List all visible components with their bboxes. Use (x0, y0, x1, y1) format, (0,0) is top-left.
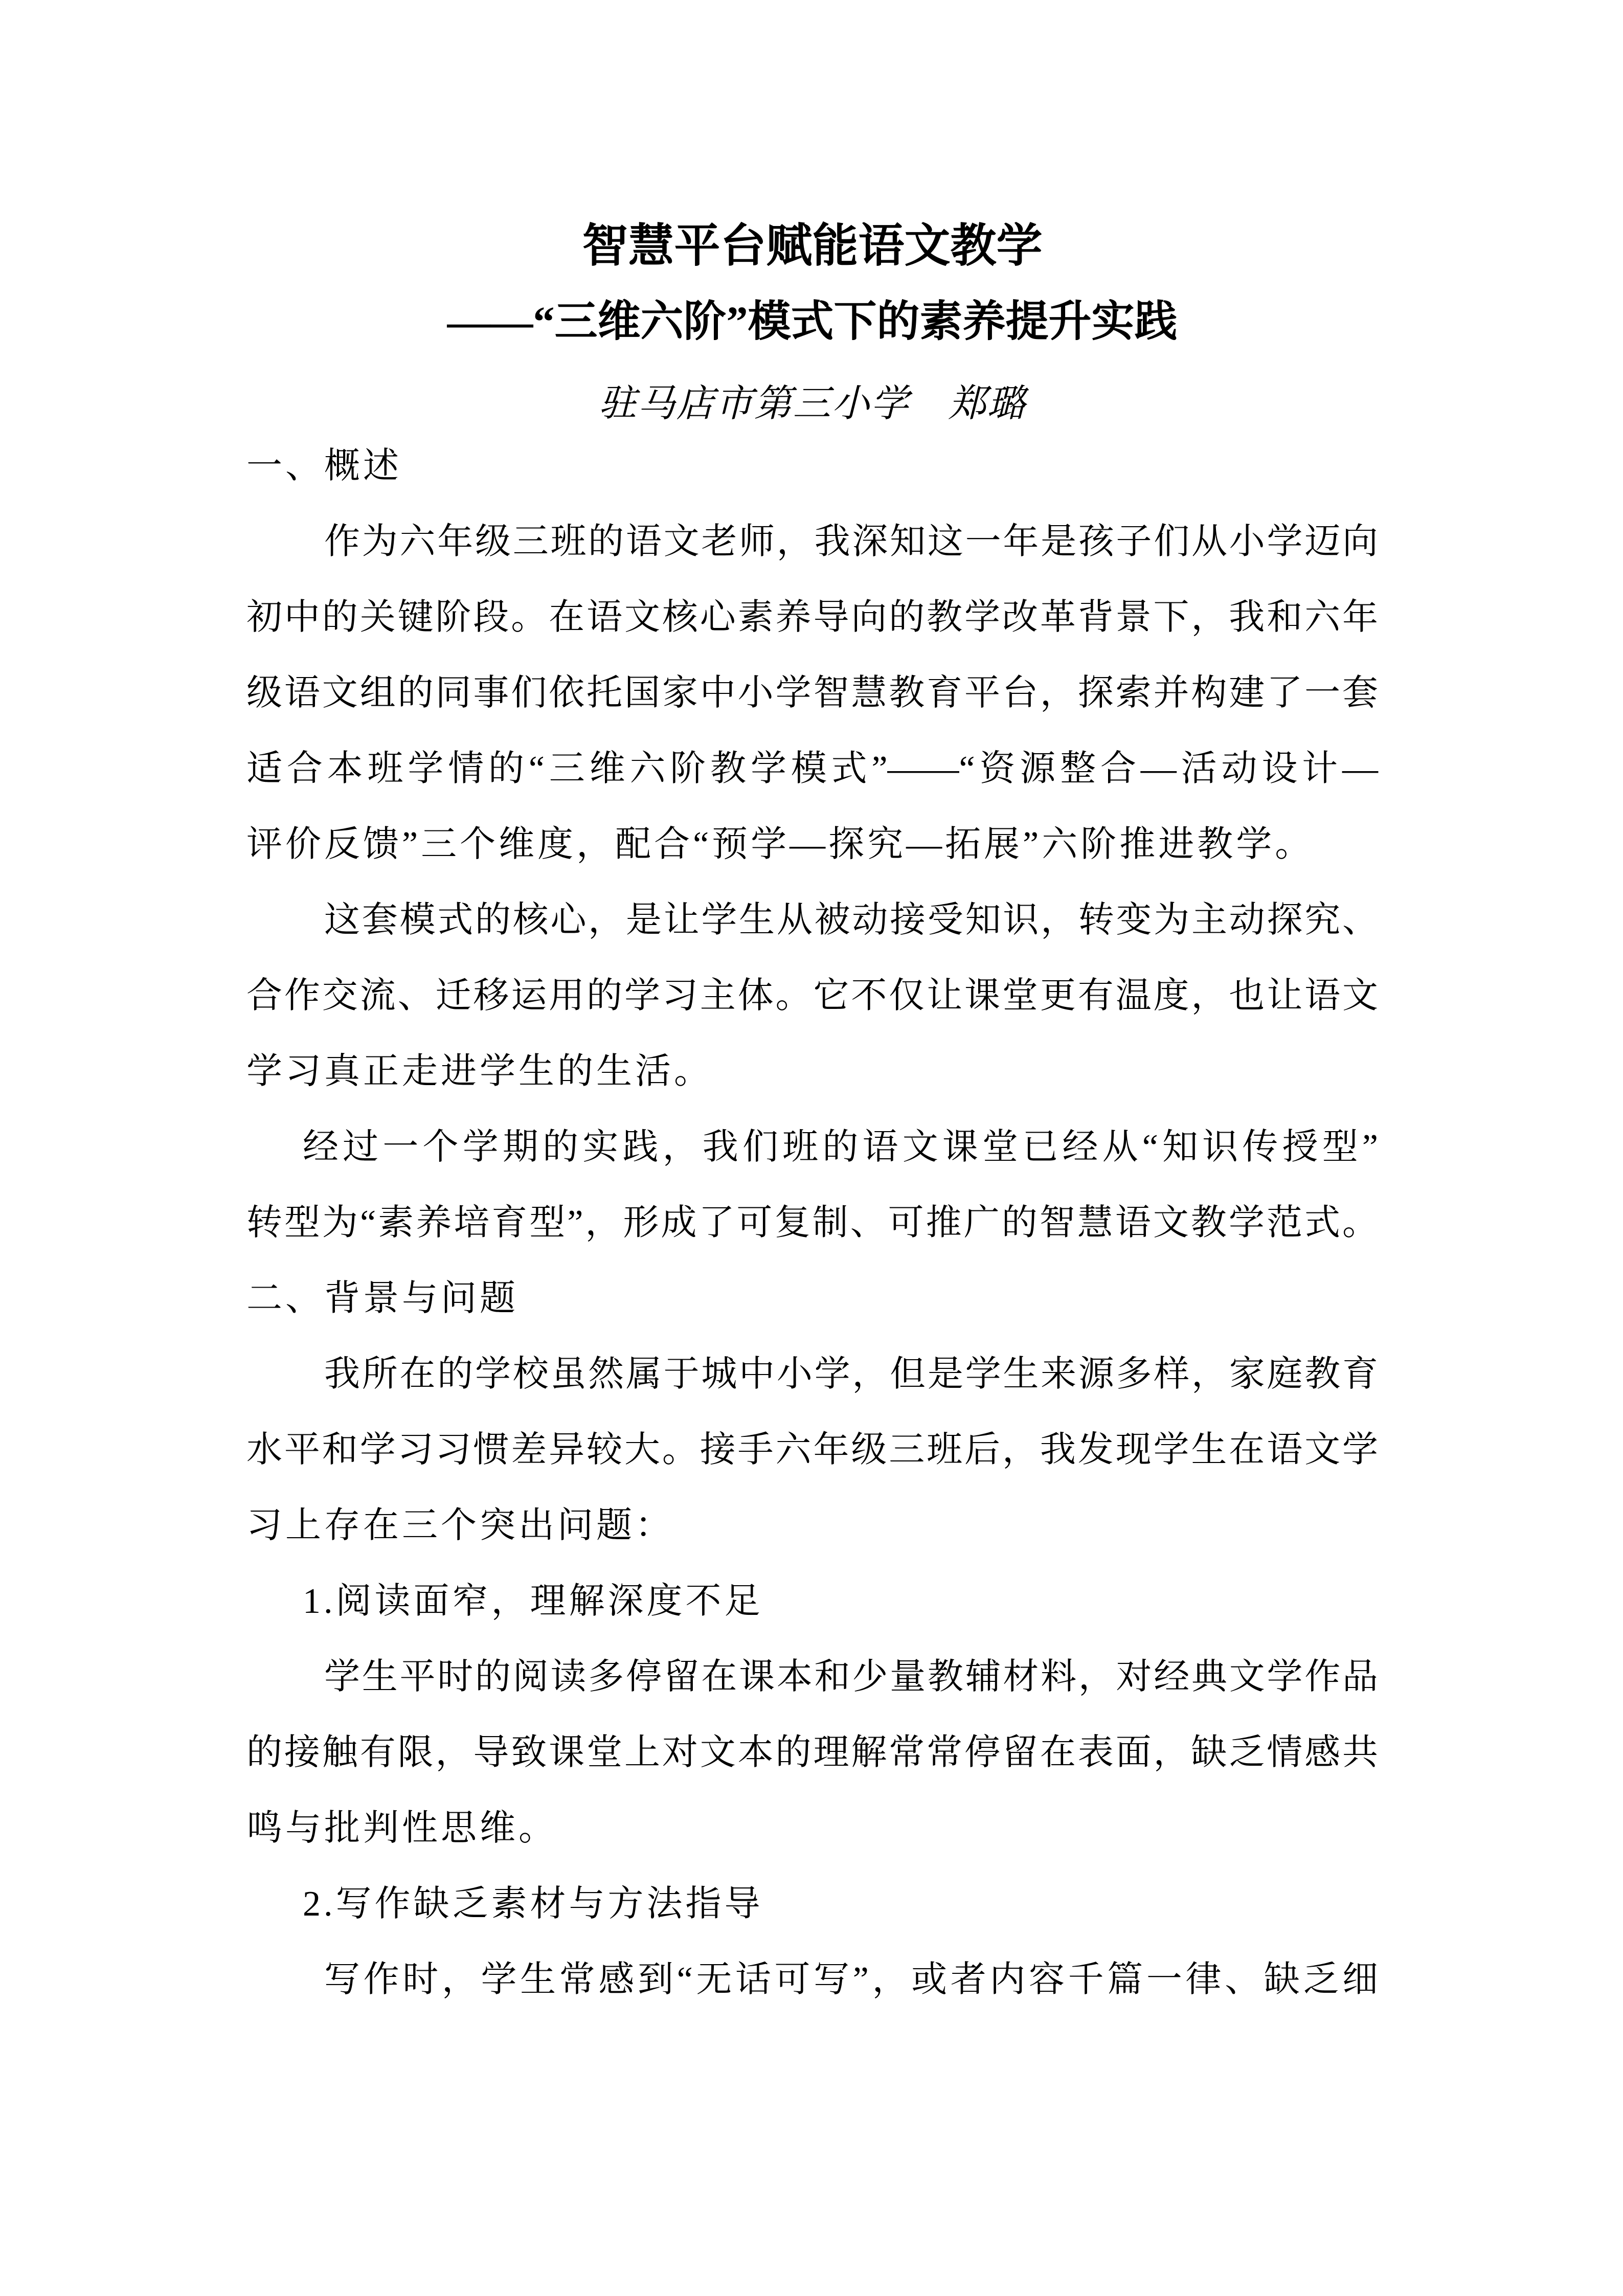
list-item-line: 1.阅读面窄，理解深度不足 (303, 1582, 763, 1621)
document-subtitle: ——“三维六阶”模式下的素养提升实践 (447, 298, 1178, 346)
section-heading: 二、背景与问题 (246, 1279, 519, 1318)
document-author: 驻马店市第三小学 郑璐 (598, 383, 1026, 425)
list-item-line: 2.写作缺乏素材与方法指导 (303, 1884, 763, 1924)
document-line: 水平和学习习惯差异较大。接手六年级三班后，我发现学生在语文学 (246, 1430, 1378, 1470)
document-line: 写作时，学生常感到“无话可写”，或者内容千篇一律、缺乏细 (324, 1960, 1378, 1999)
document-line: 作为六年级三班的语文老师，我深知这一年是孩子们从小学迈向 (324, 522, 1378, 561)
document-line: 学习真正走进学生的生活。 (246, 1052, 713, 1091)
document-line: 转型为“素养培育型”，形成了可复制、可推广的智慧语文教学范式。 (246, 1203, 1378, 1243)
document-line: 评价反馈”三个维度，配合“预学—探究—拓展”六阶推进教学。 (246, 825, 1314, 864)
document-line: 我所在的学校虽然属于城中小学，但是学生来源多样，家庭教育 (324, 1355, 1378, 1394)
document-content (246, 209, 1378, 2018)
document-body (246, 429, 1378, 2018)
document-line: 学生平时的阅读多停留在课本和少量教辅材料，对经典文学作品 (324, 1657, 1378, 1697)
section-heading: 一、概述 (246, 446, 402, 486)
document-line: 这套模式的核心，是让学生从被动接受知识，转变为主动探究、 (324, 901, 1378, 940)
document-line: 习上存在三个突出问题： (246, 1506, 674, 1545)
document-line: 经过一个学期的实践，我们班的语文课堂已经从“知识传授型” (303, 1128, 1378, 1167)
document-title: 智慧平台赋能语文教学 (582, 221, 1043, 272)
document-line: 初中的关键阶段。在语文核心素养导向的教学改革背景下，我和六年 (246, 598, 1378, 637)
document-line: 适合本班学情的“三维六阶教学模式”——“资源整合—活动设计— (246, 749, 1378, 789)
document-line: 级语文组的同事们依托国家中小学智慧教育平台，探索并构建了一套 (246, 673, 1378, 713)
document-line: 的接触有限，导致课堂上对文本的理解常常停留在表面，缺乏情感共 (246, 1733, 1378, 1772)
document-line: 合作交流、迁移运用的学习主体。它不仅让课堂更有温度，也让语文 (246, 976, 1378, 1016)
document-line: 鸣与批判性思维。 (246, 1809, 557, 1848)
